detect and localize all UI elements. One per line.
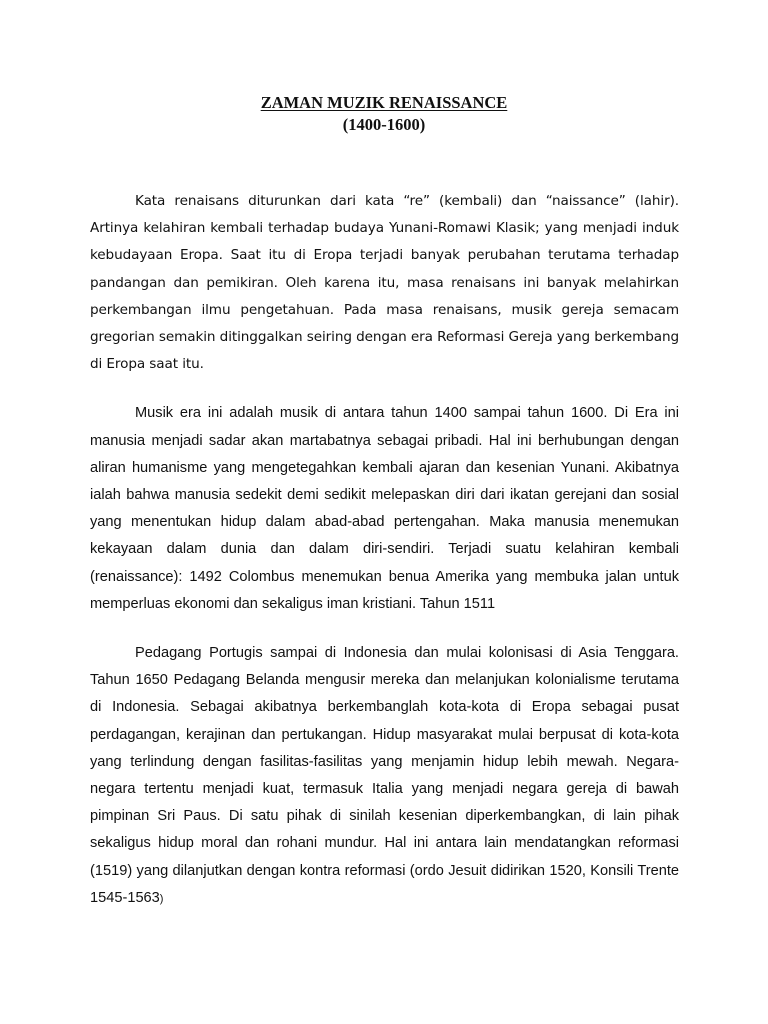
closing-parenthesis: ): [159, 892, 164, 905]
paragraph-3: [90, 640, 679, 913]
document-subtitle: (1400-1600): [342, 115, 426, 134]
paragraph-3-text: Pedagang Portugis sampai di Indonesia dan mulai kolonisasi di Asia Tenggara. Tahun 1650 Pedagang Belanda mengusir mereka dan melanjukan kolonialisme terutama di Indonesia. Sebagai akibatnya berkembanglah kota-kota di Eropa sebagai pusat perdagangan, kerajinan dan pertukangan. Hidup masyarakat mulai berpusat di kota-kota yang terlindung dengan fasilitas-fasilitas yang menjamin hidup lebih mewah. Negara-negara tertentu menjadi kuat, termasuk Italia yang menjadi negara gereja di bawah pimpinan Sri Paus. Di satu pihak di sinilah kesenian diperkembangkan, di lain pihak sekaligus hidup moral dan rohani mundur. Hal ini antara lain mendatangkan reformasi (1519) yang dilanjutkan dengan kontra reformasi (ordo Jesuit didirikan 1520, Konsili Trente 1545-1563: [90, 645, 679, 906]
document-body: [90, 188, 679, 935]
document-title: ZAMAN MUZIK RENAISSANCE: [260, 93, 508, 112]
title-block: [0, 92, 768, 136]
paragraph-2: Musik era ini adalah musik di antara tahun 1400 sampai tahun 1600. Di Era ini manusia menjadi sadar akan martabatnya sebagai pribadi. Hal ini berhubungan dengan aliran humanisme yang mengetegahkan kembali ajaran dan kesenian Yunani. Akibatnya ialah bahwa manusia sedekit demi sedikit melepaskan diri dari ikatan gerejani dan sosial yang menentukan hidup dalam abad-abad pertengahan. Maka manusia menemukan kekayaan dalam dunia dan dalam diri-sendiri. Terjadi suatu kelahiran kembali (renaissance): 1492 Colombus menemukan benua Amerika yang membuka jalan untuk memperluas ekonomi dan sekaligus iman kristiani. Tahun 1511: [90, 405, 679, 612]
paragraph-1: Kata renaisans diturunkan dari kata “re” (kembali) dan “naissance” (lahir). Artinya kelahiran kembali terhadap budaya Yunani-Romawi Klasik; yang menjadi induk kebudayaan Eropa. Saat itu di Eropa terjadi banyak perubahan terutama terhadap pandangan dan pemikiran. Oleh karena itu, masa renaisans ini banyak melahirkan perkembangan ilmu pengetahuan. Pada masa renaisans, musik gereja semacam gregorian semakin ditinggalkan seiring dengan era Reformasi Gereja yang berkembang di Eropa saat itu.: [90, 193, 680, 373]
